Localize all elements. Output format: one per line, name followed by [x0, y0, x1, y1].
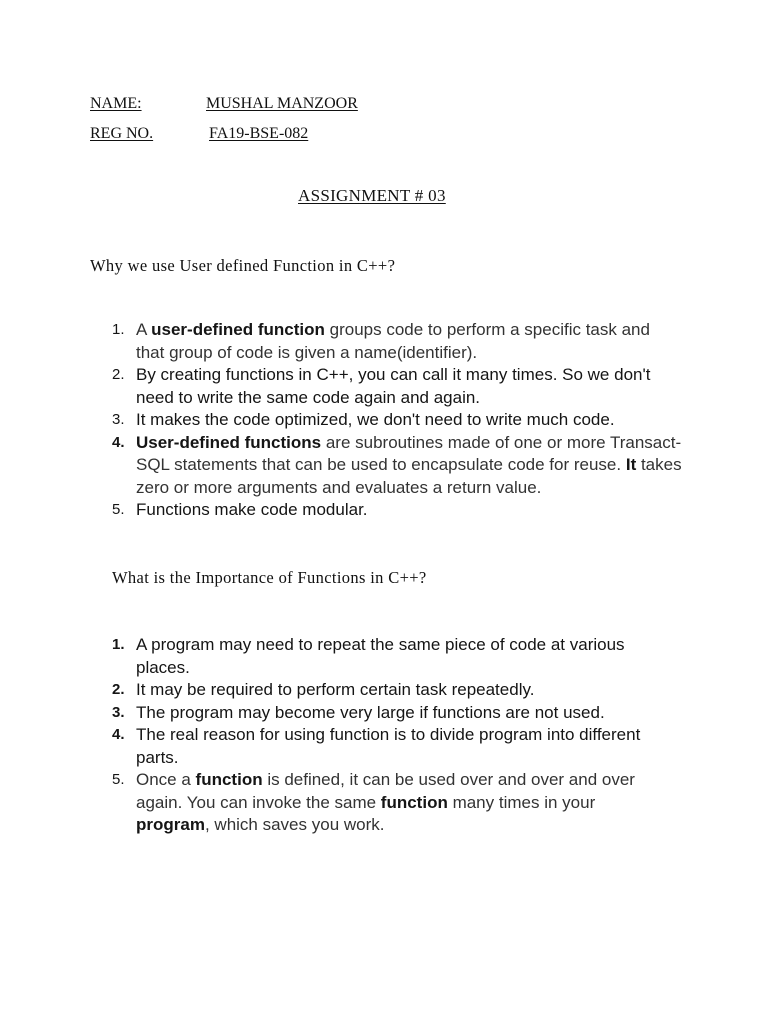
reg-no-label: REG NO.: [90, 125, 154, 142]
bold-term: function: [380, 792, 448, 812]
bold-term: User-defined functions: [136, 432, 322, 452]
list-item: 5. Functions make code modular.: [112, 499, 682, 522]
list-item: 4. The real reason for using function is to divide program into different parts.: [112, 725, 641, 767]
item-number: 3.: [112, 411, 125, 428]
list-item: 3. The program may become very large if functions are not used.: [112, 702, 672, 725]
name-value: MUSHAL MANZOOR: [206, 95, 358, 112]
reg-no-value: FA19-BSE-082: [209, 125, 309, 142]
bold-term: program: [136, 815, 205, 834]
item-number: 5.: [112, 501, 125, 518]
question-1-heading: Why we use User defined Function in C++?: [90, 256, 396, 275]
list-item: 2. By creating functions in C++, you can call it many times. So we don't need to write the same code again and again.: [112, 365, 651, 407]
item-number: 4.: [112, 726, 125, 743]
item-number: 1.: [112, 321, 125, 338]
item-number: 4.: [112, 433, 125, 451]
bold-term: user-defined function: [151, 320, 325, 339]
item-number: 2.: [112, 366, 125, 383]
item-number: 2.: [112, 681, 125, 698]
list-item: 5. Once a function is defined, it can be used over and over and over again. You can invoke the same function many times in your program, which saves you work.: [112, 770, 635, 834]
item-number: 3.: [112, 703, 125, 721]
answer-list-1: [112, 319, 682, 522]
assignment-title: ASSIGNMENT # 03: [298, 186, 446, 205]
list-item: 1. A user-defined function groups code to perform a specific task and that group of code is given a name(identifier).: [112, 320, 650, 362]
item-number: 1.: [112, 636, 125, 653]
list-item: 1. A program may need to repeat the same piece of code at various places.: [112, 635, 625, 677]
bold-term: function: [195, 770, 263, 789]
question-2-heading: What is the Importance of Functions in C++?: [112, 568, 427, 587]
answer-list-2: [112, 634, 672, 837]
list-item: 4. User-defined functions are subroutines made of one or more Transact-SQL statements that can be used to encapsulate code for reuse. It takes zero or more arguments and evaluates a return value.: [112, 432, 682, 497]
bold-term: It: [625, 455, 637, 474]
list-item: 3. It makes the code optimized, we don't need to write much code.: [112, 409, 682, 432]
name-label: NAME:: [90, 95, 142, 112]
list-item: 2. It may be required to perform certain task repeatedly.: [112, 679, 672, 702]
item-number: 5.: [112, 771, 125, 788]
